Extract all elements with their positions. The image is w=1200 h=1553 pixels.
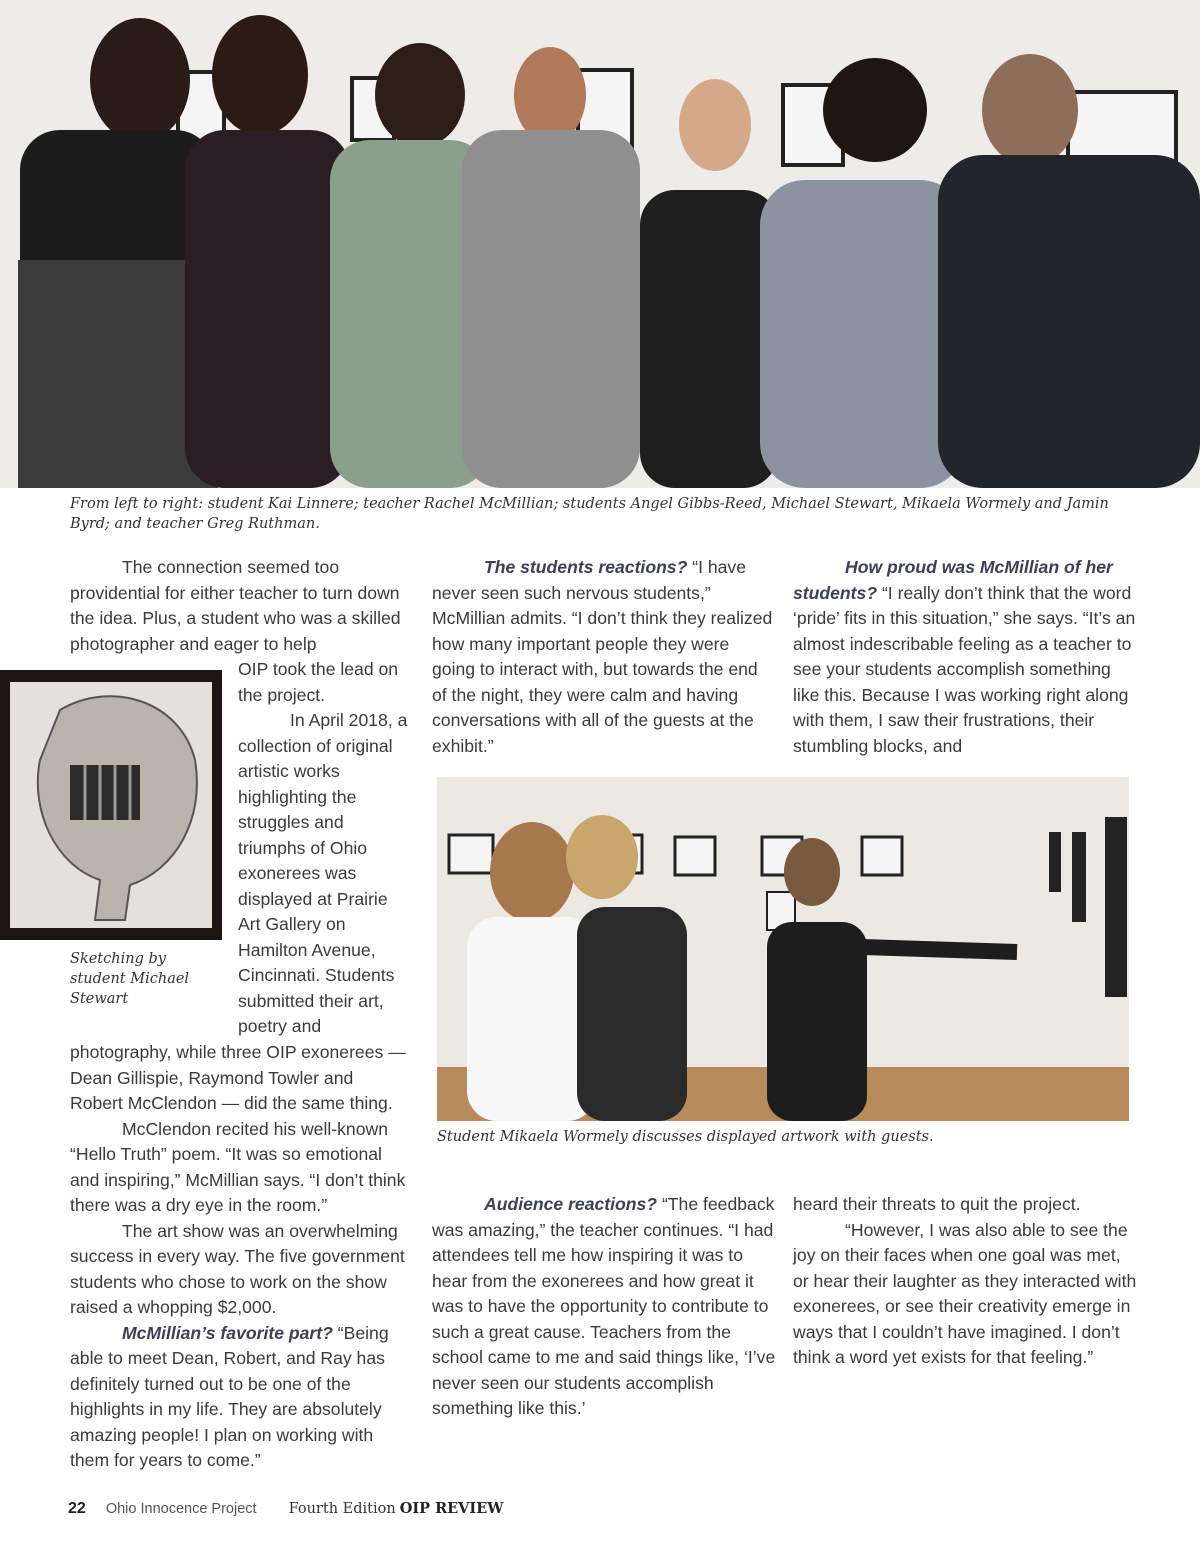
sketch-image bbox=[0, 670, 222, 940]
column-1-lower bbox=[70, 1040, 410, 1474]
paragraph-connection: The connection seemed too providential for either teacher to turn down the idea. Plus, a student who was a skilled photographer and eager to help bbox=[70, 557, 401, 654]
paragraph-students-reactions bbox=[432, 555, 777, 759]
column-1-intro bbox=[70, 555, 410, 657]
paragraph-april-2018-end: photography, while three OIP exonerees — Dean Gillispie, Raymond Towler and Robert McClendon — did the same thing. bbox=[70, 1042, 406, 1113]
text-students-reactions: “I have never seen such nervous students,” McMillian admits. “I don’t think they realized how many important people they were going to interact with, but towards the end of the night, they were calm and having conversations with all of the guests at the exhibit.” bbox=[432, 557, 773, 756]
lead-how-proud: How proud was McMillian of her students? bbox=[793, 557, 1113, 603]
column-2-bottom bbox=[432, 1192, 777, 1422]
column-3-bottom bbox=[793, 1192, 1138, 1371]
footer-publication: OIP REVIEW bbox=[399, 1500, 504, 1517]
column-1-narrow bbox=[238, 657, 410, 1040]
text-favorite-part: “Being able to meet Dean, Robert, and Ray has definitely turned out to be one of the highlights in my life. They are absolutely amazing people! I plan on working with them for years to come.” bbox=[70, 1322, 389, 1470]
group-photo bbox=[0, 0, 1200, 488]
paragraph-audience-reactions bbox=[432, 1192, 777, 1422]
page-footer bbox=[68, 1500, 668, 1522]
gallery-photo bbox=[437, 777, 1129, 1121]
column-2-top bbox=[432, 555, 777, 759]
lead-students-reactions: The students reactions? bbox=[484, 557, 688, 577]
gallery-photo-illustration bbox=[437, 777, 1129, 1121]
sketch-illustration bbox=[0, 670, 222, 940]
gallery-photo-caption: Student Mikaela Wormely discusses displayed artwork with guests. bbox=[437, 1129, 934, 1145]
paragraph-threats: heard their threats to quit the project. bbox=[793, 1194, 1081, 1214]
paragraph-connection-end: OIP took the lead on the project. bbox=[238, 659, 399, 705]
paragraph-however: “However, I was also able to see the joy on their faces when one goal was met, or hear their laughter as they interacted with exonerees, or see their creativity emerge in ways that I couldn’t have imagined. I don’t think a word yet exists for that feeling.” bbox=[793, 1219, 1137, 1367]
footer-org: Ohio Innocence Project bbox=[105, 1501, 257, 1517]
lead-audience-reactions: Audience reactions? bbox=[484, 1194, 658, 1214]
footer-edition: Fourth Edition bbox=[288, 1501, 396, 1517]
page-number: 22 bbox=[68, 1500, 86, 1517]
group-photo-caption: From left to right: student Kai Linnere; teacher Rachel McMillian; students Angel Gibbs-Reed, Michael Stewart, Mikaela Wormely and Jamin Byrd; and teacher Greg Ruthman. bbox=[70, 496, 1109, 532]
paragraph-april-2018: In April 2018, a collection of original artistic works highlighting the struggles and triumphs of Ohio exonerees was displayed at Prairie Art Gallery on Hamilton Avenue, Cincinnati. Students submitted their art, poetry and bbox=[238, 710, 408, 1036]
paragraph-favorite-part bbox=[70, 1321, 410, 1474]
group-photo-illustration bbox=[0, 0, 1200, 488]
column-3-top bbox=[793, 555, 1138, 759]
sketch-caption: Sketching by student Michael Stewart bbox=[70, 951, 190, 1007]
text-how-proud: “I really don’t think that the word ‘pride’ fits in this situation,” she says. “It’s an almost indescribable feeling as a teacher to see your students accomplish something like this. Because I was working right along with them, I saw their frustrations, their stumbling blocks, and bbox=[793, 582, 1136, 756]
paragraph-how-proud bbox=[793, 555, 1138, 759]
paragraph-mcclendon: McClendon recited his well-known “Hello Truth” poem. “It was so emotional and inspiring,” McMillian says. “I don’t think there was a dry eye in the room.” bbox=[70, 1118, 406, 1215]
paragraph-art-show: The art show was an overwhelming success in every way. The five government students who chose to work on the show raised a whopping $2,000. bbox=[70, 1220, 405, 1317]
lead-favorite-part: McMillian’s favorite part? bbox=[122, 1322, 333, 1343]
text-audience-reactions: “The feedback was amazing,” the teacher continues. “I had attendees tell me how inspiring it was to hear from the exonerees and how great it was to have the opportunity to contribute to such a great cause. Teachers from the school came to me and said things like, ‘I’ve never seen our students accomplish something like this.’ bbox=[432, 1194, 776, 1418]
